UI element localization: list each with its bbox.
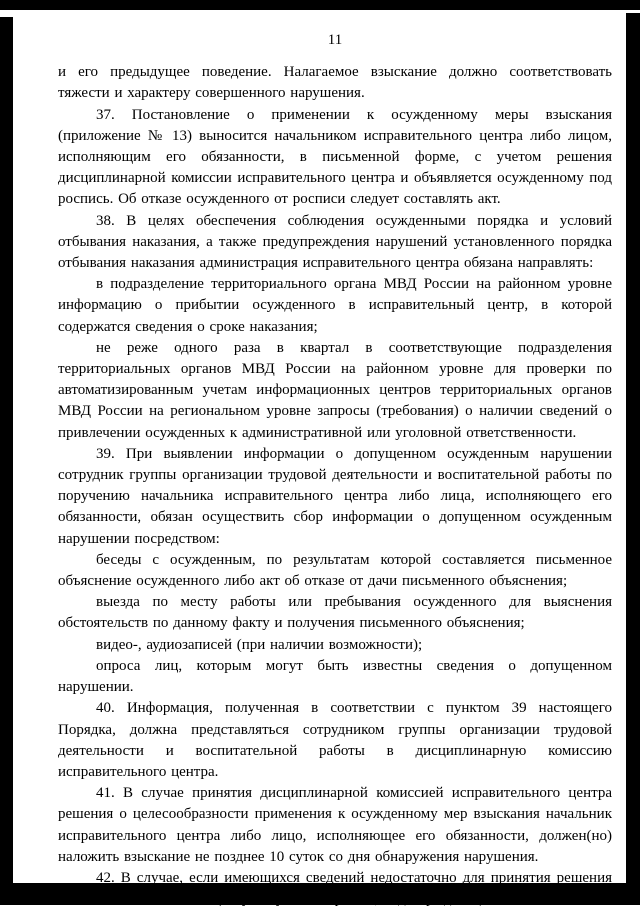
paragraph-41: 41. В случае принятия дисциплинарной комиссией исправительного центра решения о целесообразности применения к осужденному мер взыскания начальник исправительного центра либо лицо, исполняющее его обязанности, должен(но) наложить взыскание не позднее 10 суток со дня обнаружения нарушения. <box>58 785 612 865</box>
paragraph-40: 40. Информация, полученная в соответствии с пунктом 39 настоящего Порядка, должна представляться сотрудником группы организации трудовой деятельности и воспитательной работы в дисциплинарную комиссию исправительного центра. <box>58 700 612 780</box>
paragraph-38: 38. В целях обеспечения соблюдения осужденными порядка и условий отбывания наказания, а также предупреждения нарушений установленного порядка отбывания наказания администрация исправительного центра обязана направлять: <box>58 212 612 272</box>
scan-edge-top <box>0 0 640 10</box>
paragraph-37: 37. Постановление о применении к осужденному меры взыскания (приложение № 13) выносится начальником исправительного центра либо лицом, исполняющим его обязанности, в письменной форме, с учетом решения дисциплинарной комиссии исправительного центра и объявляется осужденному под роспись. Об отказе осужденного от росписи следует составлять акт. <box>58 106 612 208</box>
paragraph-39: 39. При выявлении информации о допущенном осужденным нарушении сотрудник группы организации трудовой деятельности и воспитательной работы по поручению начальника исправительного центра либо лица, исполняющего его обязанности, обязан осуществить сбор информации о допущенном осужденным нарушении посредством: <box>58 445 612 547</box>
scan-edge-right <box>626 13 640 905</box>
scan-edge-left <box>0 17 13 905</box>
paragraph-continuation: и его предыдущее поведение. Налагаемое взыскание должно соответствовать тяжести и характеру совершенного нарушения. <box>58 64 612 102</box>
paragraph-39-sub-2: выезда по месту работы или пребывания осужденного для выяснения обстоятельств по данному факту и получения письменного объяснения; <box>58 594 612 632</box>
paragraph-38-sub-2: не реже одного раза в квартал в соответствующие подразделения территориальных органов МВД России на районном уровне для проверки по автоматизированным учетам информационных центров территориальных органов МВД России на региональном уровне запросы (требования) о наличии сведений о привлечении осужденных к административной или уголовной ответственности. <box>58 339 612 441</box>
paragraph-42: 42. В случае, если имеющихся сведений недостаточно для принятия решения о наложении взыскания (отсутствуют материалы, подтверждающие <box>58 869 612 908</box>
paragraph-39-sub-4: опроса лиц, которым могут быть известны сведения о допущенном нарушении. <box>58 657 612 696</box>
paragraph-39-sub-1: беседы с осужденным, по результатам которой составляется письменное объяснение осужденного либо акт об отказе от дачи письменного объяснения; <box>58 551 612 590</box>
document-body <box>58 30 612 910</box>
paragraph-39-sub-3: видео-, аудиозаписей (при наличии возможности); <box>96 636 423 653</box>
page-number: 11 <box>327 32 343 48</box>
paragraph-38-sub-1: в подразделение территориального органа МВД России на районном уровне информацию о прибытии осужденного в исправительный центр, в которой содержатся сведения о сроке наказания; <box>58 276 612 335</box>
